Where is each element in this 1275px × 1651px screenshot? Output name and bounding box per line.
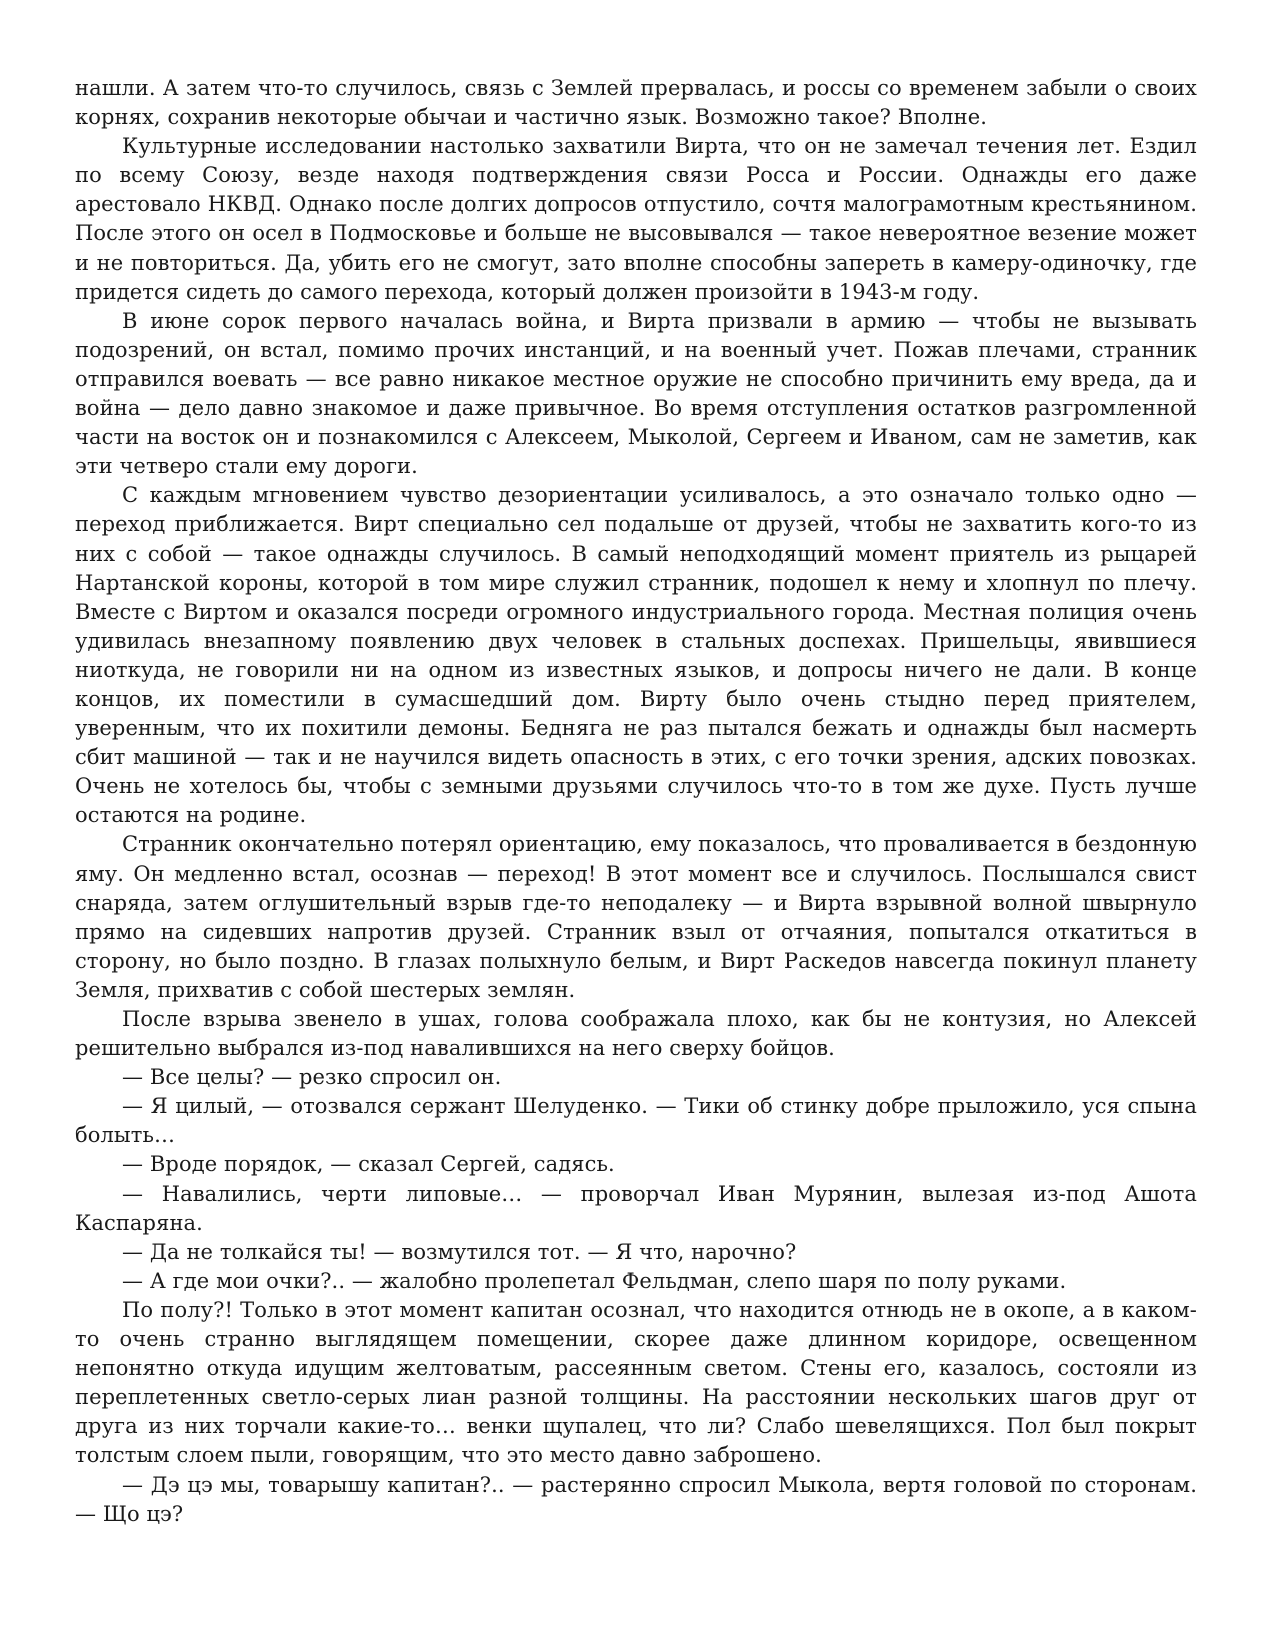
dialogue-line: — Да не толкайся ты! — возмутился тот. — Я что, нарочно? [122, 1239, 797, 1264]
dialogue-line: — Дэ цэ мы, товарышу капитан?.. — растерянно спросил Мыкола, вертя головой по сторонам. — Що цэ? [75, 1472, 1197, 1526]
paragraph: После взрыва звенело в ушах, голова соображала плохо, как бы не контузия, но Алексей решительно выбрался из-под навалившихся на него сверху бойцов. [75, 1007, 1197, 1061]
paragraph: По полу?! Только в этот момент капитан осознал, что находится отнюдь не в окопе, а в каком-то очень странно выглядящем помещении, скорее даже длинном коридоре, освещенном непонятно откуда идущим желтоватым, рассеянным светом. Стены его, казалось, состояли из переплетенных светло-серых лиан разной толщины. На расстоянии нескольких шагов друг от друга из них торчали какие-то… венки щупалец, что ли? Слабо шевелящихся. Пол был покрыт толстым слоем пыли, говорящим, что это место давно заброшено. [75, 1297, 1197, 1468]
dialogue-line: — Навалились, черти липовые… — проворчал Иван Мурянин, вылезая из-под Ашота Каспаряна. [75, 1181, 1197, 1235]
page-text [75, 74, 1197, 1529]
dialogue-line: — Вроде порядок, — сказал Сергей, садясь. [122, 1152, 615, 1177]
paragraph: С каждым мгновением чувство дезориентации усиливалось, а это означало только одно — переход приближается. Вирт специально сел подальше от друзей, чтобы не захватить кого-то из них с собой — такое однажды случилось. В самый неподходящий момент приятель из рыцарей Нартанской короны, которой в том мире служил странник, подошел к нему и хлопнул по плечу. Вместе с Виртом и оказался посреди огромного индустриального города. Местная полиция очень удивилась внезапному появлению двух человек в стальных доспехах. Пришельцы, явившиеся ниоткуда, не говорили ни на одном из известных языков, и допросы ничего не дали. В конце концов, их поместили в сумасшедший дом. Вирту было очень стыдно перед приятелем, уверенным, что их похитили демоны. Бедняга не раз пытался бежать и однажды был насмерть сбит машиной — так и не научился видеть опасность в этих, с его точки зрения, адских повозках. Очень не хотелось бы, чтобы с земными друзьями случилось что-то в том же духе. Пусть лучше остаются на родине. [75, 483, 1197, 828]
paragraph: Культурные исследовании настолько захватили Вирта, что он не замечал течения лет. Ездил по всему Союзу, везде находя подтверждения связи Росса и России. Однажды его даже арестовало НКВД. Однако после долгих допросов отпустило, сочтя малограмотным крестьянином. После этого он осел в Подмосковье и больше не высовывался — такое невероятное везение может и не повториться. Да, убить его не смогут, зато вполне способны запереть в камеру-одиночку, где придется сидеть до самого перехода, который должен произойти в 1943-м году. [75, 134, 1197, 304]
dialogue-line: — А где мои очки?.. — жалобно пролепетал Фельдман, слепо шаря по полу руками. [122, 1268, 1067, 1293]
dialogue-line: — Я цилый, — отозвался сержант Шелуденко. — Тики об стинку добре прыложило, уся спына болыть… [75, 1094, 1197, 1148]
paragraph: Странник окончательно потерял ориентацию, ему показалось, что проваливается в бездонную яму. Он медленно встал, осознав — переход! В этот момент все и случилось. Послышался свист снаряда, затем оглушительный взрыв где-то неподалеку — и Вирта взрывной волной швырнуло прямо на сидевших напротив друзей. Странник взыл от отчаяния, попытался откатиться в сторону, но было поздно. В глазах полыхнуло белым, и Вирт Раскедов навсегда покинул планету Земля, прихватив с собой шестерых землян. [75, 832, 1197, 1002]
paragraph: В июне сорок первого началась война, и Вирта призвали в армию — чтобы не вызывать подозрений, он встал, помимо прочих инстанций, и на военный учет. Пожав плечами, странник отправился воевать — все равно никакое местное оружие не способно причинить ему вреда, да и война — дело давно знакомое и даже привычное. Во время отступления остатков разгромленной части на восток он и познакомился с Алексеем, Мыколой, Сергеем и Иваном, сам не заметив, как эти четверо стали ему дороги. [75, 308, 1197, 479]
paragraph: нашли. А затем что-то случилось, связь с Землей прервалась, и россы со временем забыли о своих корнях, сохранив некоторые обычаи и частично язык. Возможно такое? Вполне. [75, 76, 1197, 130]
dialogue-line: — Все целы? — резко спросил он. [122, 1065, 502, 1090]
